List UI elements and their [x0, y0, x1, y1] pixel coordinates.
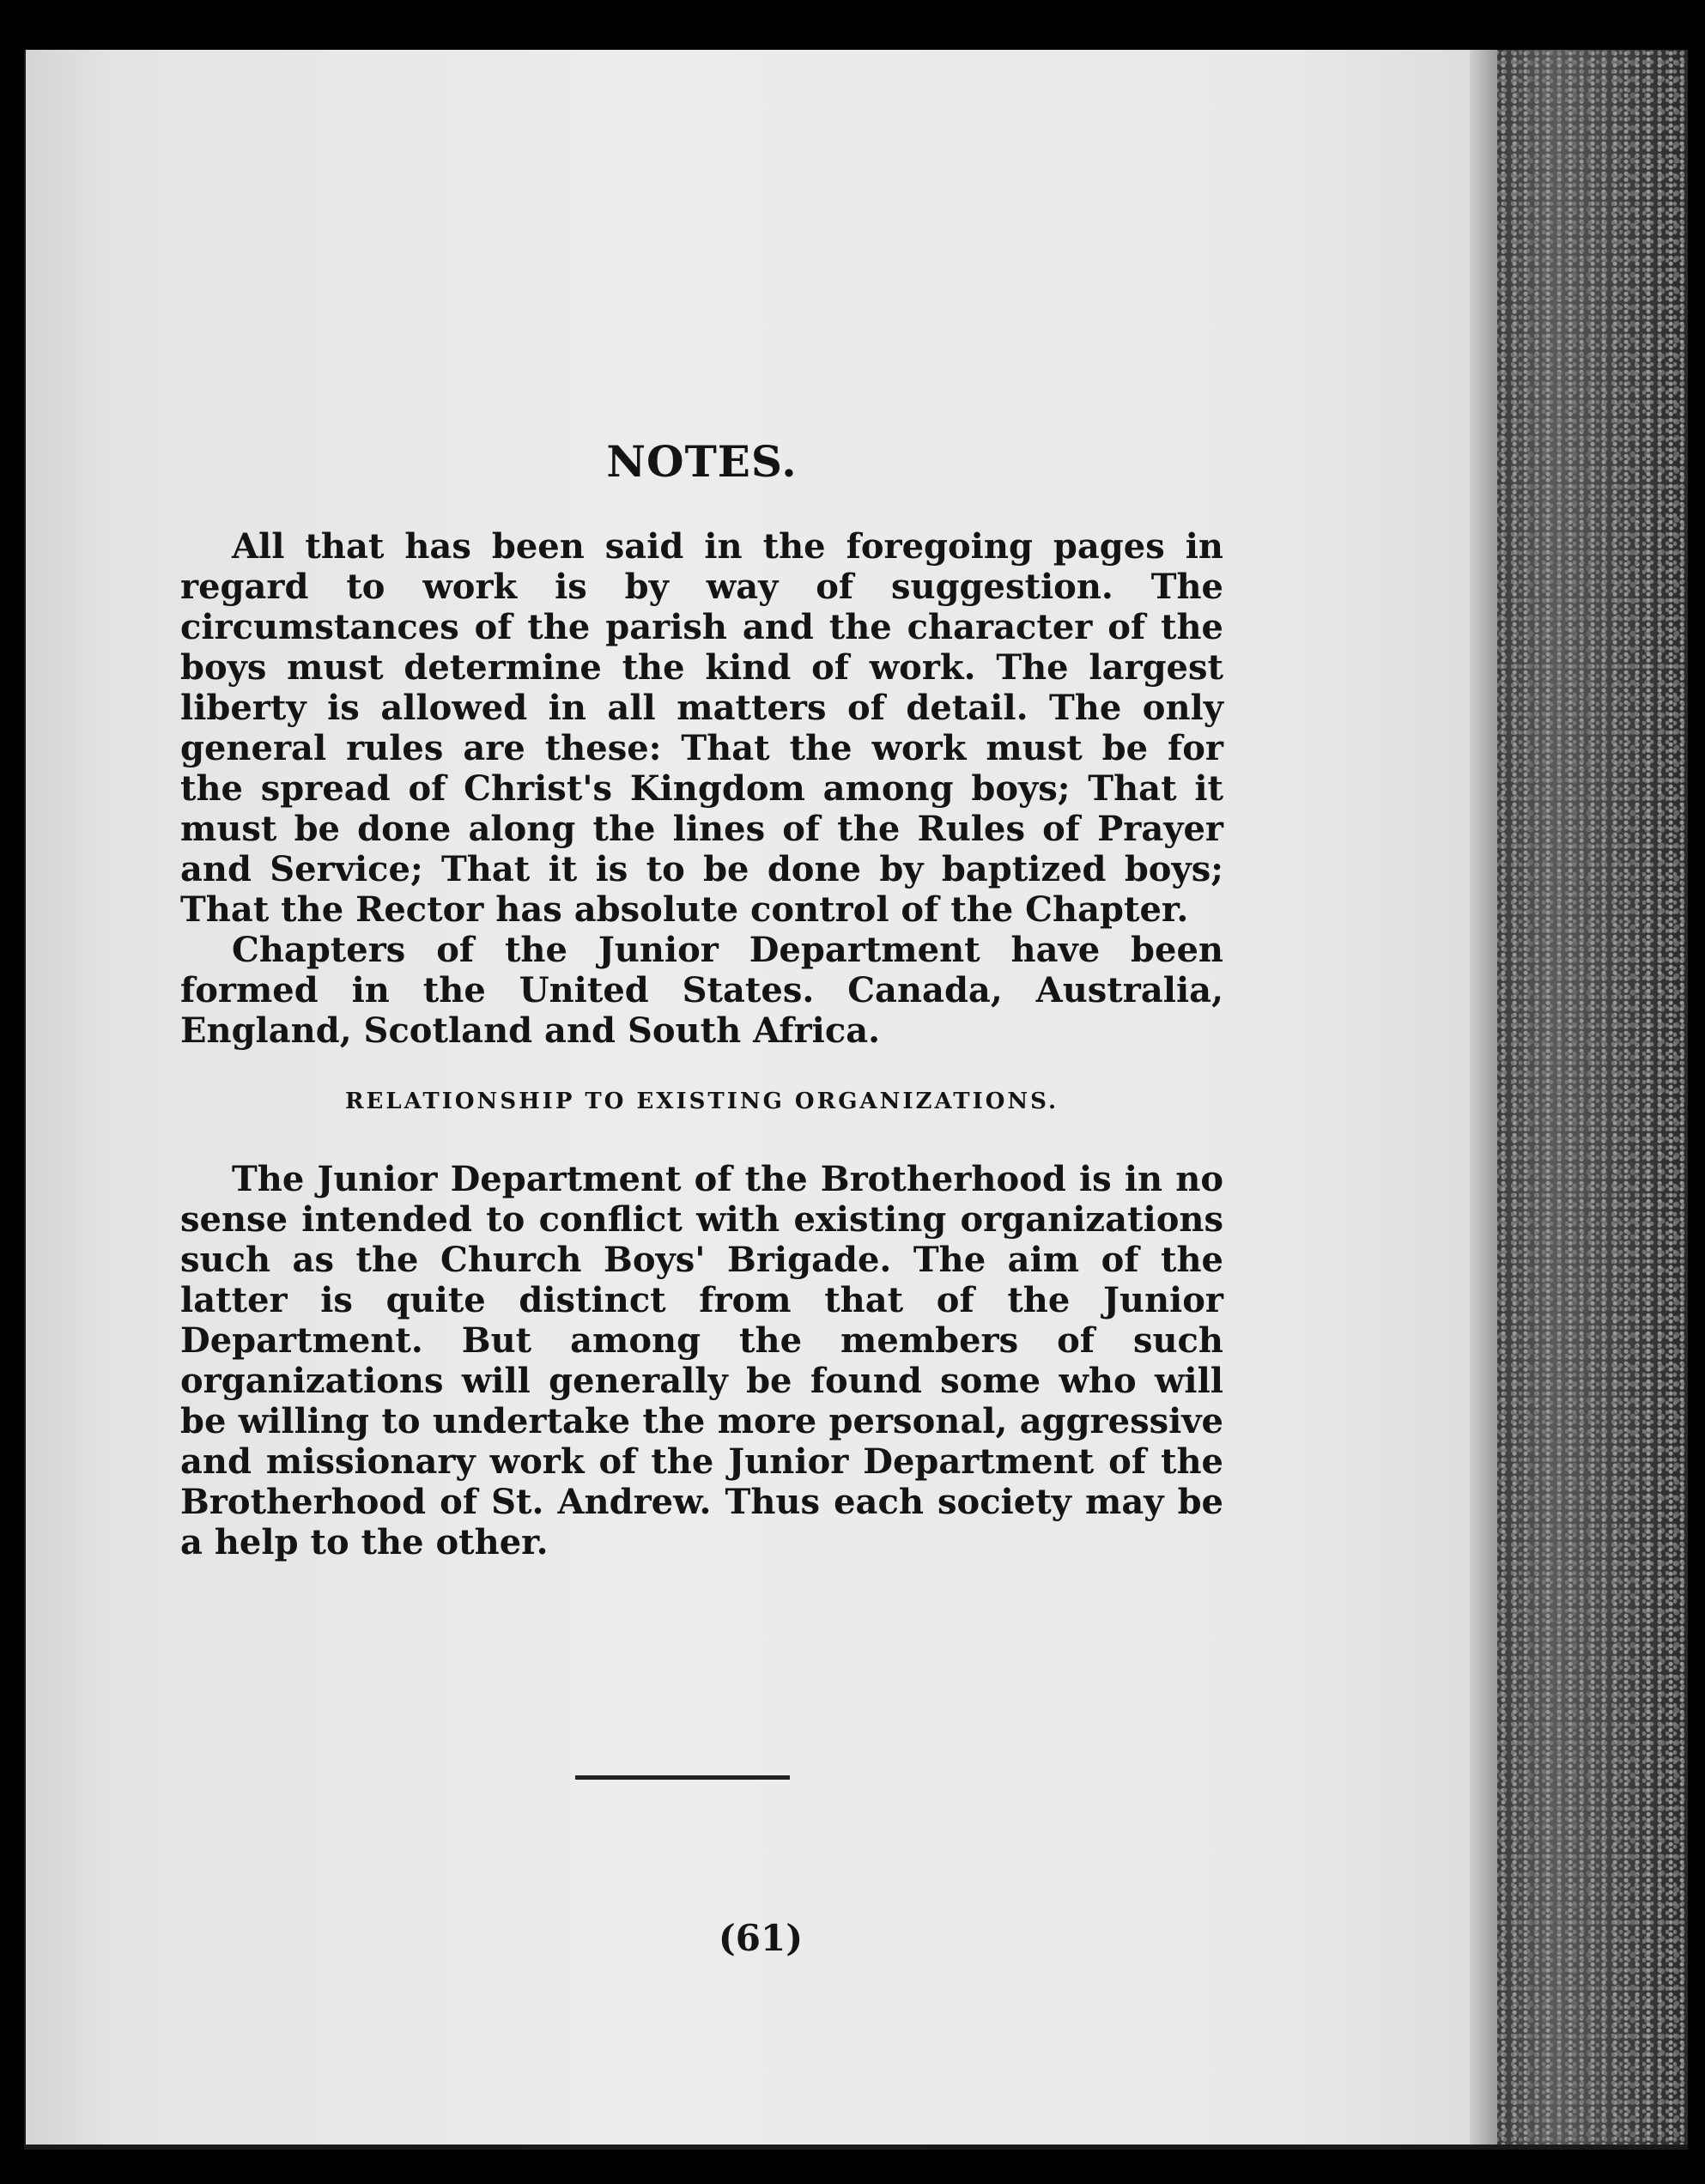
page-title: NOTES.: [606, 436, 798, 487]
paragraph-notes: All that has been said in the foregoing pages in regard to work is by way of suggestion. The circumstances of the parish and the character of the boys must determine the kind of work. The largest liberty is allowed in all matters of detail. The only general rules are these: That the work must be for the spread of Christ's Kingdom among boys; That it must be done along the lines of the Rules of Prayer and Service; That it is to be done by baptized boys; That the Rector has absolute control of the Chapter.: [180, 526, 1223, 930]
paragraph-relationship: The Junior Department of the Brotherhood is in no sense intended to conflict with existing organizations such as the Church Boys' Brigade. The aim of the latter is quite distinct from that of the Junior Department. But among the members of such organizations will generally be found some who will be willing to undertake the more personal, aggressive and missionary work of the Junior Department of the Brotherhood of St. Andrew. Thus each society may be a help to the other.: [180, 1159, 1223, 1562]
section-heading: RELATIONSHIP TO EXISTING ORGANIZATIONS.: [344, 1089, 1059, 1114]
book-page: [26, 50, 1496, 2145]
horizontal-rule: [575, 1775, 790, 1780]
page-edge: [1470, 50, 1497, 2145]
paragraph-chapters: Chapters of the Junior Department have been formed in the United States. Canada, Australia, England, Scotland and South Africa.: [180, 930, 1223, 1051]
page-text-block: [180, 436, 1223, 1562]
book-spine: [1496, 50, 1688, 2145]
page-number: (61): [718, 1917, 804, 1959]
